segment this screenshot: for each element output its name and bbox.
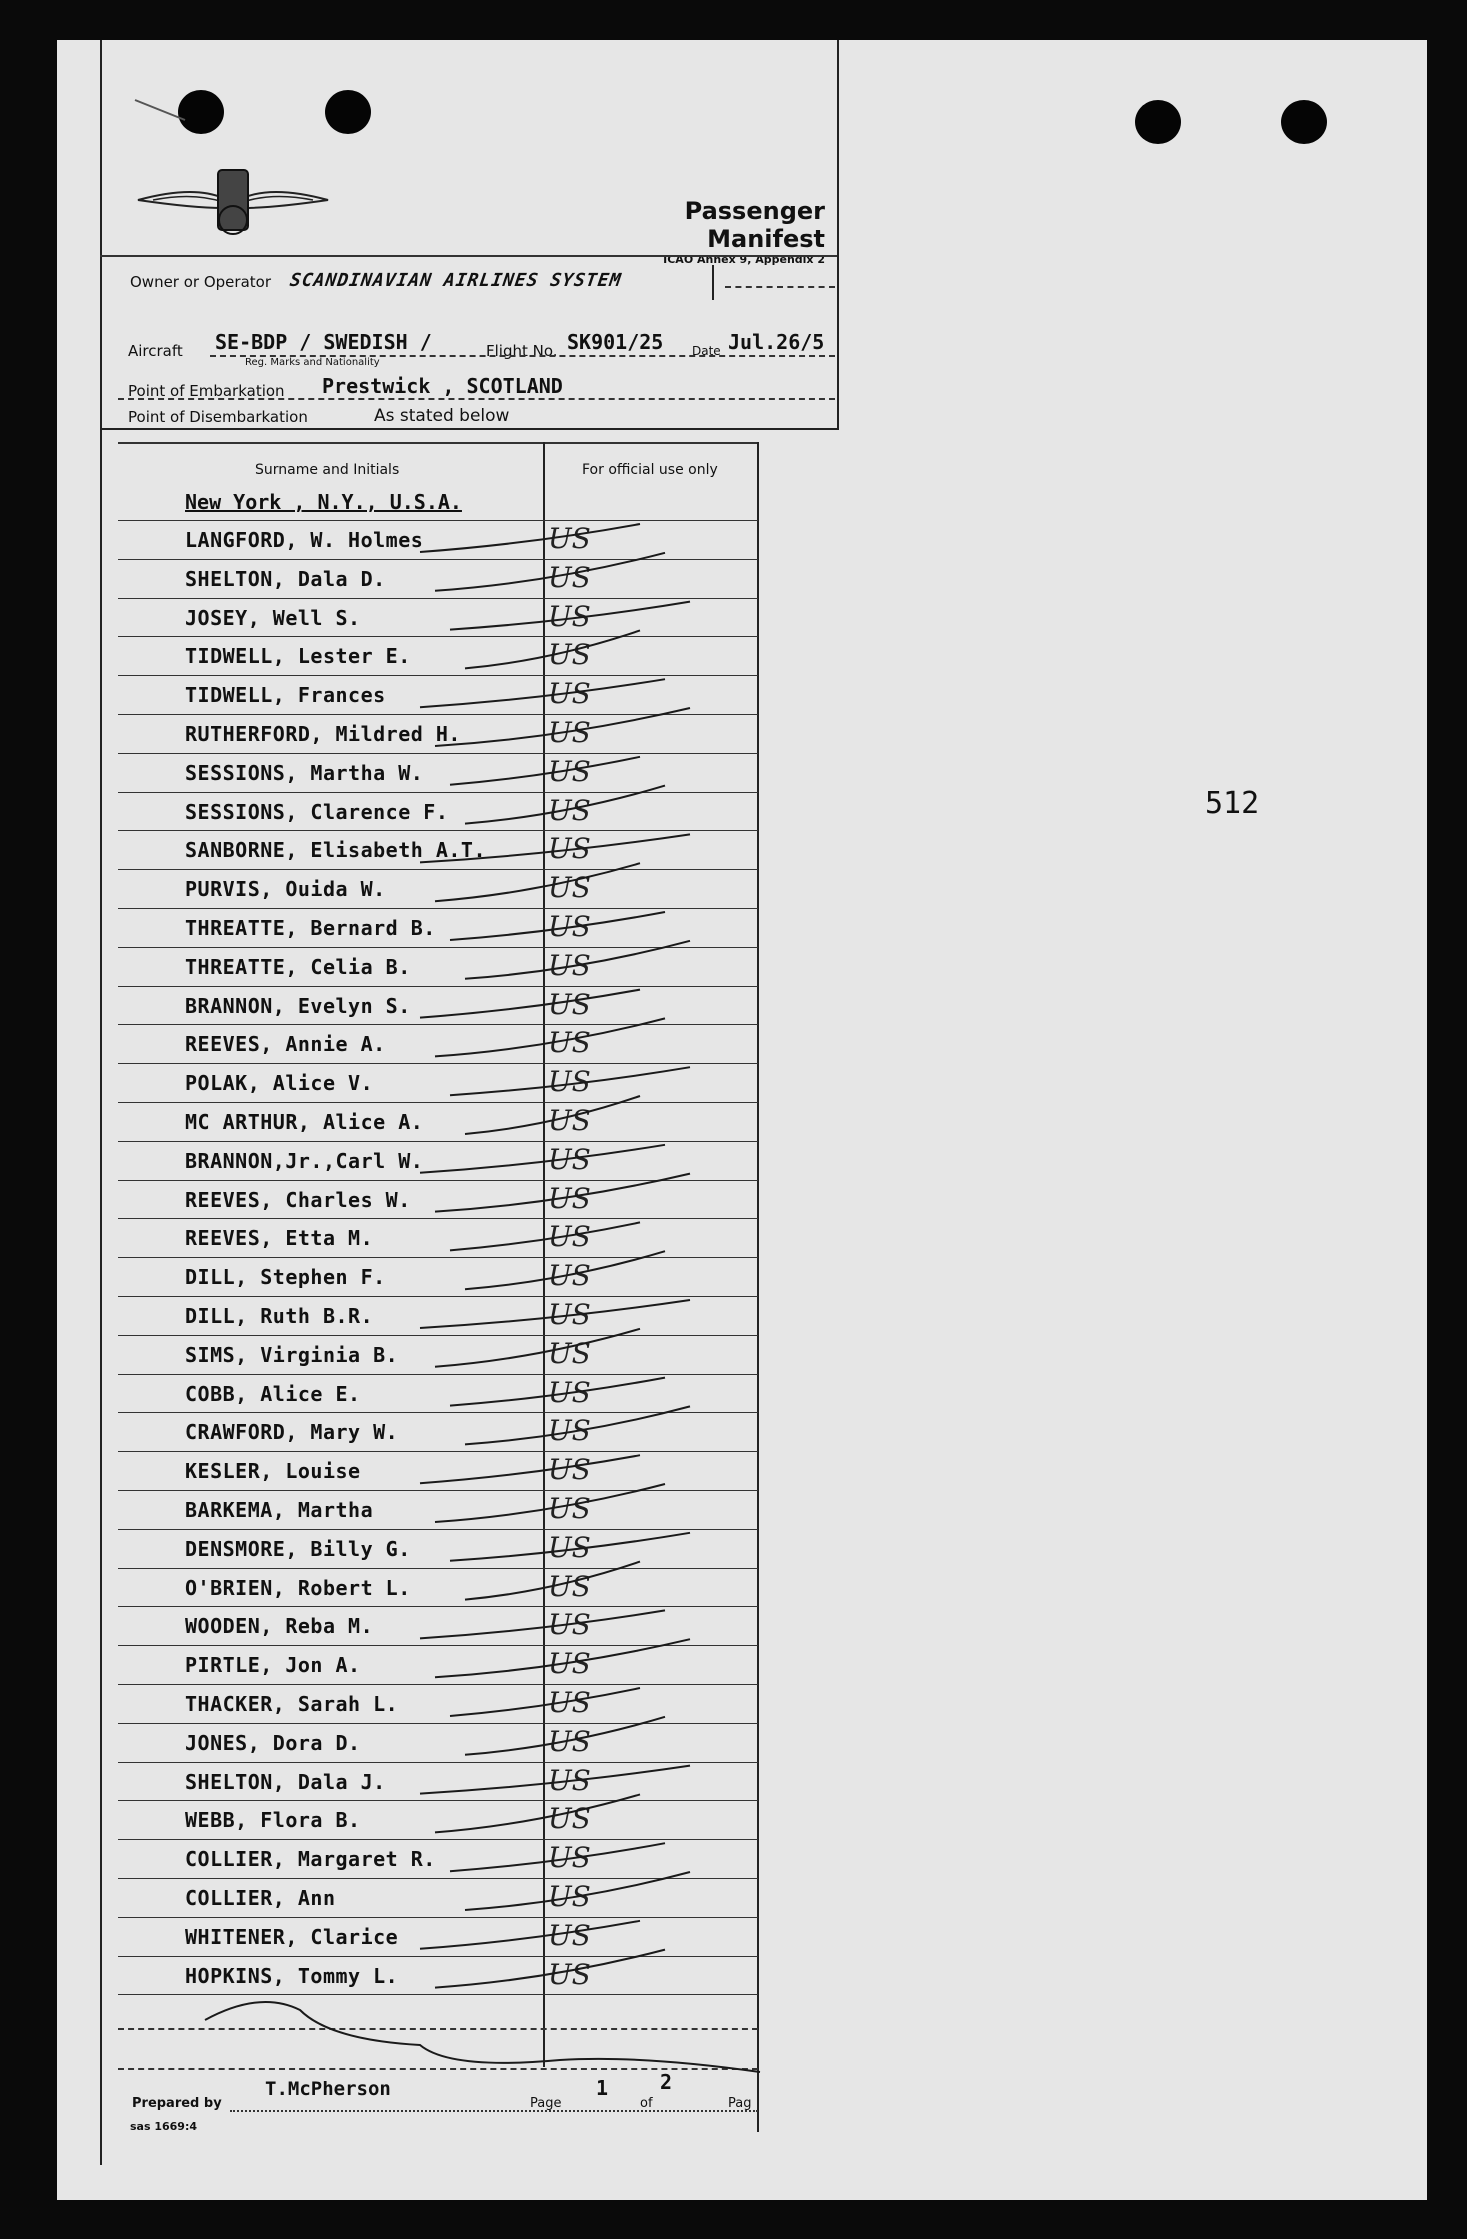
official-mark: US	[548, 1142, 591, 1176]
passenger-name: TIDWELL, Frances	[185, 683, 386, 708]
row-line	[118, 1063, 758, 1064]
of-label: of	[640, 2096, 653, 2111]
row-line	[118, 986, 758, 987]
passenger-name: SESSIONS, Martha W.	[185, 760, 424, 785]
official-mark: US	[548, 1259, 591, 1293]
passenger-name: PURVIS, Ouida W.	[185, 877, 386, 902]
official-mark: US	[548, 1026, 591, 1060]
page-value: 1	[596, 2076, 609, 2100]
official-mark: US	[548, 987, 591, 1021]
official-mark: US	[548, 599, 591, 633]
row-line	[118, 1180, 758, 1181]
passenger-name: THACKER, Sarah L.	[185, 1692, 399, 1716]
embark-value: Prestwick , SCOTLAND	[322, 374, 563, 398]
divider	[118, 2028, 758, 2030]
passenger-name: THREATTE, Bernard B.	[185, 916, 436, 940]
column-divider	[543, 442, 545, 2067]
row-line	[118, 1839, 758, 1840]
disembark-value: As stated below	[374, 406, 510, 426]
official-mark: US	[548, 1802, 591, 1836]
official-mark: US	[548, 754, 591, 788]
date-value: Jul.26/5	[728, 330, 825, 354]
row-line	[118, 908, 758, 909]
row-line	[118, 559, 758, 560]
row-line	[118, 1257, 758, 1258]
official-mark: US	[548, 1763, 591, 1797]
embark-label: Point of Embarkation	[128, 382, 285, 400]
passenger-name: SIMS, Virginia B.	[185, 1342, 399, 1367]
row-line	[118, 675, 758, 676]
row-line	[118, 830, 758, 831]
passenger-name: KESLER, Louise	[185, 1459, 361, 1484]
row-line	[118, 714, 758, 715]
passenger-name: REEVES, Etta M.	[185, 1226, 374, 1251]
aircraft-value: SE-BDP / SWEDISH /	[215, 330, 432, 354]
official-mark: US	[548, 1414, 591, 1448]
row-line	[118, 1024, 758, 1025]
punch-hole	[1135, 100, 1181, 144]
passenger-name: MC ARTHUR, Alice A.	[185, 1110, 424, 1134]
official-mark: US	[548, 1220, 591, 1254]
reg-label: Reg. Marks and Nationality	[245, 357, 380, 368]
passenger-name: DILL, Stephen F.	[185, 1265, 386, 1290]
flight-label: Flight No.	[486, 342, 558, 360]
passenger-name: JONES, Dora D.	[185, 1730, 361, 1755]
destination: New York , N.Y., U.S.A.	[185, 490, 462, 514]
divider	[210, 355, 835, 357]
official-mark: US	[548, 1686, 591, 1719]
official-mark: US	[548, 1336, 591, 1370]
divider	[118, 442, 758, 444]
official-mark: US	[548, 1957, 591, 1991]
divider	[118, 398, 835, 400]
row-line	[118, 520, 758, 521]
row-line	[118, 598, 758, 599]
passenger-name: BRANNON, Evelyn S.	[185, 993, 411, 1018]
passenger-name: CRAWFORD, Mary W.	[185, 1420, 399, 1445]
passenger-name: LANGFORD, W. Holmes	[185, 528, 424, 552]
row-line	[118, 1529, 758, 1530]
passenger-name: BRANNON,Jr.,Carl W.	[185, 1148, 424, 1173]
page-label: Page	[530, 2096, 562, 2111]
official-mark: US	[548, 871, 591, 905]
row-line	[118, 1335, 758, 1336]
divider	[100, 255, 837, 257]
row-line	[118, 1645, 758, 1646]
official-mark: US	[548, 793, 591, 827]
row-line	[118, 1296, 758, 1297]
row-line	[118, 947, 758, 948]
passenger-name: WEBB, Flora B.	[185, 1808, 361, 1833]
row-line	[118, 1684, 758, 1685]
passenger-name: BARKEMA, Martha	[185, 1498, 374, 1522]
official-mark: US	[548, 522, 591, 555]
passenger-name: SANBORNE, Elisabeth A.T.	[185, 838, 486, 863]
punch-hole	[1281, 100, 1327, 144]
official-mark: US	[548, 1608, 591, 1642]
flight-value: SK901/25	[567, 330, 664, 354]
row-line	[118, 1917, 758, 1918]
passenger-name: COLLIER, Ann	[185, 1886, 336, 1910]
official-mark: US	[548, 1841, 591, 1875]
passenger-name: REEVES, Charles W.	[185, 1187, 411, 1212]
aircraft-label: Aircraft	[128, 342, 183, 360]
prepared-value: T.McPherson	[265, 2078, 391, 2100]
official-mark: US	[548, 1298, 591, 1331]
form-subtitle: ICAO Annex 9, Appendix 2	[663, 253, 825, 266]
passenger-name: POLAK, Alice V.	[185, 1071, 374, 1096]
passenger-name: WHITENER, Clarice	[185, 1924, 399, 1949]
passenger-name: PIRTLE, Jon A.	[185, 1653, 361, 1678]
row-line	[118, 1374, 758, 1375]
row-line	[118, 1994, 758, 1995]
of-value: 2	[660, 2070, 673, 2094]
row-line	[118, 1606, 758, 1607]
divider	[230, 2110, 758, 2112]
passenger-name: WOODEN, Reba M.	[185, 1614, 374, 1639]
row-line	[118, 1723, 758, 1724]
row-line	[118, 1800, 758, 1801]
passenger-name: REEVES, Annie A.	[185, 1032, 386, 1057]
disembark-label: Point of Disembarkation	[128, 408, 308, 426]
owner-value: SCANDINAVIAN AIRLINES SYSTEM	[288, 270, 623, 291]
pages-label: Pag	[728, 2096, 752, 2111]
form-code: sas 1669:4	[130, 2120, 198, 2133]
passenger-name: JOSEY, Well S.	[185, 605, 361, 630]
official-mark: US	[548, 1918, 591, 1952]
col-official-header: For official use only	[582, 462, 718, 478]
official-mark: US	[548, 560, 591, 594]
official-mark: US	[548, 1647, 591, 1681]
row-line	[118, 1762, 758, 1763]
official-mark: US	[548, 716, 591, 749]
passenger-name: SHELTON, Dala J.	[185, 1769, 386, 1794]
official-mark: US	[548, 1724, 591, 1758]
row-line	[118, 1490, 758, 1491]
row-line	[118, 636, 758, 637]
row-line	[118, 869, 758, 870]
official-mark: US	[548, 1104, 591, 1137]
divider	[725, 286, 835, 288]
row-line	[118, 1956, 758, 1957]
official-mark: US	[548, 1065, 591, 1099]
form-title: Passenger Manifest	[684, 197, 825, 253]
official-mark: US	[548, 1181, 591, 1215]
row-line	[118, 1218, 758, 1219]
passenger-name: TIDWELL, Lester E.	[185, 644, 411, 669]
row-line	[118, 1451, 758, 1452]
official-mark: US	[548, 832, 591, 866]
passenger-name: SESSIONS, Clarence F.	[185, 799, 449, 824]
passenger-name: O'BRIEN, Robert L.	[185, 1575, 411, 1600]
row-line	[118, 1568, 758, 1569]
official-mark: US	[548, 1453, 591, 1487]
row-line	[118, 1412, 758, 1413]
row-line	[118, 1878, 758, 1879]
divider	[712, 265, 714, 300]
col-surname-header: Surname and Initials	[255, 462, 400, 478]
row-line	[118, 753, 758, 754]
passenger-name: COLLIER, Margaret R.	[185, 1847, 436, 1872]
official-mark: US	[548, 1880, 591, 1913]
official-mark: US	[548, 910, 591, 943]
passenger-name: RUTHERFORD, Mildred H.	[185, 722, 461, 746]
passenger-name: THREATTE, Celia B.	[185, 954, 411, 979]
official-mark: US	[548, 1569, 591, 1603]
passenger-name: COBB, Alice E.	[185, 1381, 361, 1406]
passenger-name: HOPKINS, Tommy L.	[185, 1963, 399, 1988]
official-mark: US	[548, 638, 591, 672]
stamped-page-number: 512	[1205, 786, 1260, 821]
prepared-label: Prepared by	[132, 2096, 222, 2111]
official-mark: US	[548, 1492, 591, 1525]
official-mark: US	[548, 677, 591, 711]
passenger-name: DENSMORE, Billy G.	[185, 1536, 411, 1561]
date-label: Date	[692, 344, 721, 358]
passenger-name: DILL, Ruth B.R.	[185, 1304, 374, 1328]
official-mark: US	[548, 1530, 591, 1564]
passenger-name: SHELTON, Dala D.	[185, 566, 386, 591]
row-line	[118, 1102, 758, 1103]
official-mark: US	[548, 1375, 591, 1409]
official-mark: US	[548, 948, 591, 982]
row-line	[118, 1141, 758, 1142]
owner-label: Owner or Operator	[130, 273, 271, 291]
airline-logo-icon	[133, 160, 333, 240]
row-line	[118, 792, 758, 793]
